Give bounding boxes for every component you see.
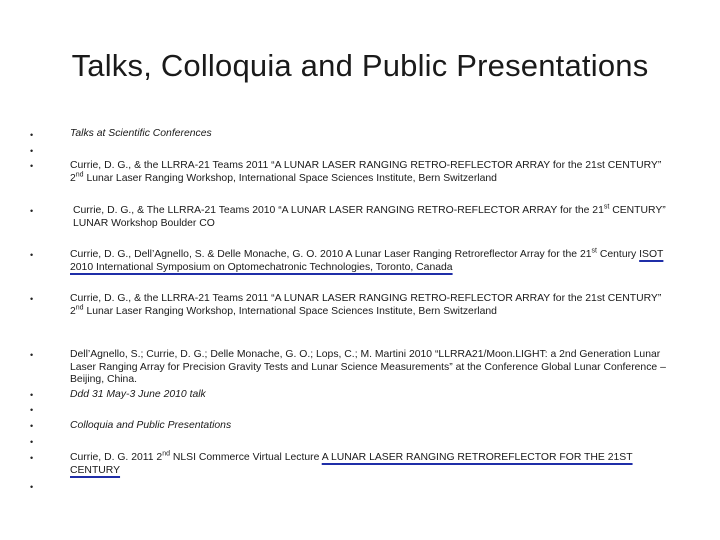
item-text: Currie, D. G. 2011 2	[70, 452, 163, 463]
list-item	[73, 205, 673, 230]
bullet: •	[30, 294, 34, 304]
bullet: •	[30, 405, 34, 415]
item-text: Currie, D. G., & the LLRRA-21 Teams 2011 “A LUNAR LASER RANGING RETRO-REFLECTOR ARRAY for the 21st CENTURY” 2	[70, 160, 662, 184]
ordinal-suffix: nd	[75, 171, 84, 179]
list-item: Dell’Agnello, S.; Currie, D. G.; Delle Monache, G. O.; Lops, C.; M. Martini 2010 “LLRRA21/Moon.LIGHT: a 2nd Generation Lunar Laser Ranging Array for Precision Gravity Tests and Lunar Science Measurements” at the Conference Global Lunar Conference – Beijing, China.	[70, 349, 666, 386]
item-text: CENTURY” LUNAR Workshop Boulder CO	[73, 205, 666, 229]
ordinal-suffix: nd	[75, 304, 84, 312]
list-item	[70, 452, 670, 477]
bullet: •	[30, 250, 34, 260]
list-item	[70, 249, 670, 274]
item-text: NLSI Commerce Virtual Lecture	[170, 452, 322, 463]
lecture-link[interactable]: A LUNAR LASER RANGING RETROREFLECTOR FOR THE 21ST CENTURY	[70, 452, 633, 476]
talks-heading: Talks at Scientific Conferences	[70, 128, 212, 139]
slide-title: Talks, Colloquia and Public Presentations	[71, 48, 649, 83]
bullet: •	[30, 350, 34, 360]
event-link[interactable]: ISOT 2010 International Symposium on Optomechatronic Technologies, Toronto, Canada	[70, 249, 664, 273]
item-text: Currie, D. G., & The LLRRA-21 Teams 2010 “A LUNAR LASER RANGING RETRO-REFLECTOR ARRAY for the 21	[73, 205, 604, 216]
item-text: Lunar Laser Ranging Workshop, International Space Sciences Institute, Bern Switzerland	[83, 305, 497, 317]
ordinal-suffix: st	[591, 247, 597, 255]
list-item	[70, 160, 670, 185]
item-text: Century	[596, 249, 640, 260]
bullet: •	[30, 390, 34, 400]
bullet: •	[30, 453, 34, 463]
list-item: Ddd 31 May-3 June 2010 talk	[70, 389, 206, 400]
item-text: Currie, D. G., Dell’Agnello, S. & Delle Monache, G. O. 2010 A Lunar Laser Ranging Retroreflector Array for the 21	[70, 249, 592, 260]
bullet: •	[30, 161, 34, 171]
list-item	[70, 293, 670, 318]
ordinal-suffix: st	[603, 203, 610, 211]
item-text: Currie, D. G., & the LLRRA-21 Teams 2011 “A LUNAR LASER RANGING RETRO-REFLECTOR ARRAY for the 21st CENTURY” 2	[70, 293, 662, 317]
bullet: •	[30, 130, 34, 140]
bullet: •	[30, 421, 34, 431]
colloquia-heading: Colloquia and Public Presentations	[70, 420, 232, 431]
item-text: Lunar Laser Ranging Workshop, International Space Sciences Institute, Bern Switzerland	[83, 172, 497, 184]
bullet: •	[30, 206, 34, 216]
ordinal-suffix: nd	[162, 450, 171, 458]
bullet: •	[30, 146, 34, 156]
bullet: •	[30, 482, 34, 492]
bullet: •	[30, 437, 34, 447]
